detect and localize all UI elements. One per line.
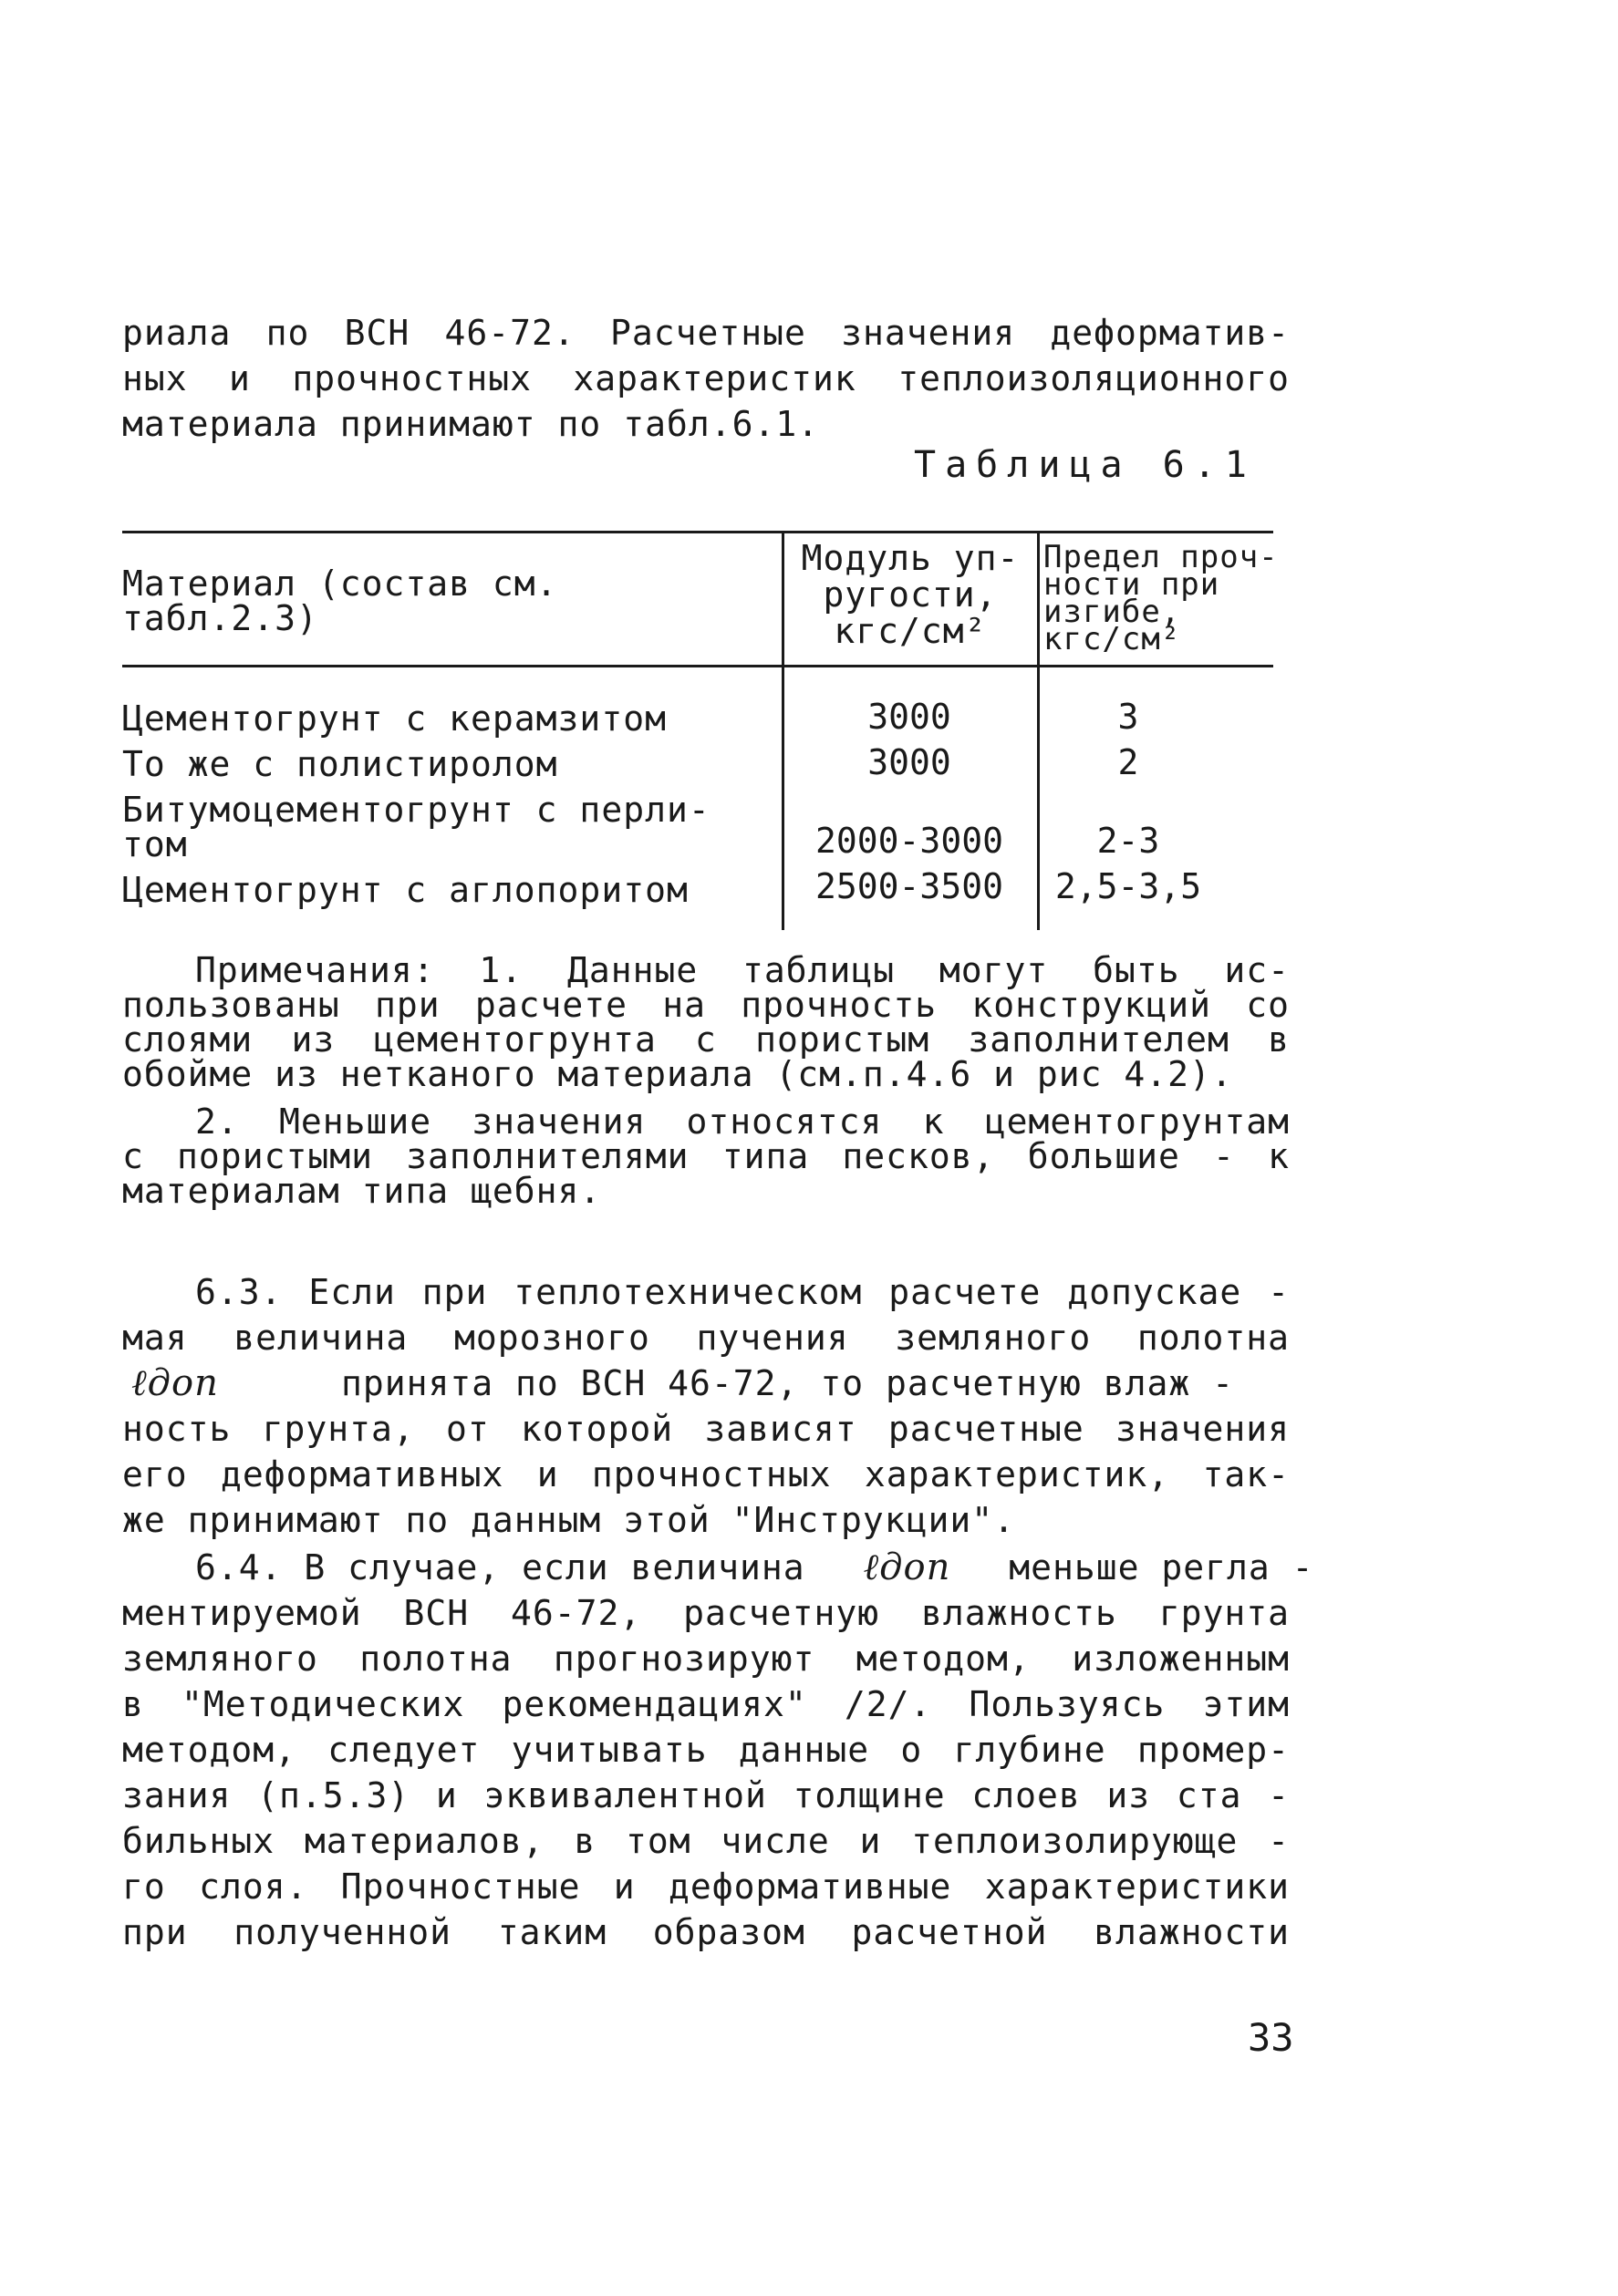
row-1-strength: 3 bbox=[1117, 697, 1139, 737]
header-strength-line-1: Предел проч- bbox=[1043, 539, 1279, 575]
para-6-4-line-1 bbox=[195, 1545, 1314, 1590]
header-material-line-1: Материал (состав см. bbox=[122, 564, 558, 604]
table-col-divider-2 bbox=[1037, 531, 1040, 930]
header-modulus-line-3: кгс/см² bbox=[834, 611, 987, 651]
para-6-4-line-4: в "Методических рекомендациях" /2/. Пользуясь этим bbox=[122, 1684, 1290, 1724]
l-dop-symbol: ℓдоп bbox=[131, 1362, 219, 1404]
table-caption: Таблица 6.1 bbox=[914, 444, 1256, 486]
para-6-4-line-7: бильных материалов, в том числе и теплоизолирующе - bbox=[122, 1821, 1290, 1861]
para-6-4-start: 6.4. В случае, если величина bbox=[195, 1547, 805, 1588]
para-6-4-end: меньше регла - bbox=[1009, 1547, 1314, 1588]
row-4-material: Цементогрунт с аглопоритом bbox=[122, 870, 689, 910]
row-2-material: То же с полистиролом bbox=[122, 744, 558, 784]
table-top-rule bbox=[122, 531, 1273, 533]
header-strength-line-4: кгс/см² bbox=[1043, 621, 1181, 657]
row-1-material: Цементогрунт с керамзитом bbox=[122, 698, 667, 739]
header-strength-line-2: ности при bbox=[1043, 566, 1220, 603]
para-6-3-line-3-text: принята по ВСН 46-72, то расчетную влаж - bbox=[341, 1363, 1234, 1403]
para-6-3-line-6: же принимают по данным этой "Инструкции". bbox=[122, 1500, 1015, 1540]
intro-line-3: материала принимают по табл.6.1. bbox=[122, 404, 820, 444]
para-6-3-line-4: ность грунта, от которой зависят расчетные значения bbox=[122, 1409, 1290, 1449]
header-modulus-line-1: Модуль уп- bbox=[801, 538, 1020, 578]
table-col-divider-1 bbox=[782, 531, 784, 930]
para-6-3-line-5: его деформативных и прочностных характеристик, так- bbox=[122, 1454, 1290, 1494]
row-3-strength: 2-3 bbox=[1096, 821, 1160, 861]
para-6-4-line-5: методом, следует учитывать данные о глубине промер- bbox=[122, 1730, 1290, 1770]
note-2-line-3: материалам типа щебня. bbox=[122, 1171, 602, 1211]
para-6-4-line-8: го слоя. Прочностные и деформативные характеристики bbox=[122, 1867, 1290, 1907]
header-modulus-line-2: ругости, bbox=[823, 574, 998, 615]
row-3-modulus: 2000-3000 bbox=[815, 821, 1003, 861]
para-6-4-line-2: ментируемой ВСН 46-72, расчетную влажность грунта bbox=[122, 1593, 1290, 1633]
row-2-strength: 2 bbox=[1117, 742, 1139, 782]
note-1-line-3: слоями из цементогрунта с пористым заполнителем в bbox=[122, 1019, 1290, 1060]
note-1-line-4: обойме из нетканого материала (см.п.4.6 и рис 4.2). bbox=[122, 1054, 1233, 1094]
page-number: 33 bbox=[1248, 2015, 1294, 2060]
row-2-modulus: 3000 bbox=[867, 742, 951, 782]
para-6-3-line-1: 6.3. Если при теплотехническом расчете допускае - bbox=[195, 1272, 1290, 1312]
l-dop-symbol-2: ℓдоп bbox=[863, 1546, 951, 1588]
para-6-4-line-9: при полученной таким образом расчетной влажности bbox=[122, 1912, 1290, 1952]
para-6-4-line-6: зания (п.5.3) и эквивалентной толщине слоев из ста - bbox=[122, 1775, 1290, 1815]
para-6-4-line-3: земляного полотна прогнозируют методом, изложенным bbox=[122, 1639, 1290, 1679]
intro-line-1: риала по ВСН 46-72. Расчетные значения деформатив- bbox=[122, 313, 1290, 353]
note-2-line-2: с пористыми заполнителями типа песков, большие - к bbox=[122, 1136, 1290, 1176]
row-4-modulus: 2500-3500 bbox=[815, 866, 1003, 906]
note-1-line-1: Примечания: 1. Данные таблицы могут быть ис- bbox=[195, 950, 1290, 990]
para-6-3-line-2: мая величина морозного пучения земляного полотна bbox=[122, 1318, 1290, 1358]
row-3-material-line-1: Битумоцементогрунт с перли- bbox=[122, 790, 710, 830]
note-1-line-2: пользованы при расчете на прочность конструкций со bbox=[122, 985, 1290, 1025]
para-6-3-line-3 bbox=[122, 1360, 1290, 1406]
table-header-rule bbox=[122, 665, 1273, 667]
intro-line-2: ных и прочностных характеристик теплоизоляционного bbox=[122, 358, 1290, 398]
row-1-modulus: 3000 bbox=[867, 697, 951, 737]
row-4-strength: 2,5-3,5 bbox=[1054, 866, 1202, 906]
note-2-line-1: 2. Меньшие значения относятся к цементогрунтам bbox=[195, 1101, 1290, 1142]
header-material-line-2: табл.2.3) bbox=[122, 598, 318, 638]
row-3-material-line-2: том bbox=[122, 824, 188, 864]
header-strength-line-3: изгибе, bbox=[1043, 594, 1181, 630]
